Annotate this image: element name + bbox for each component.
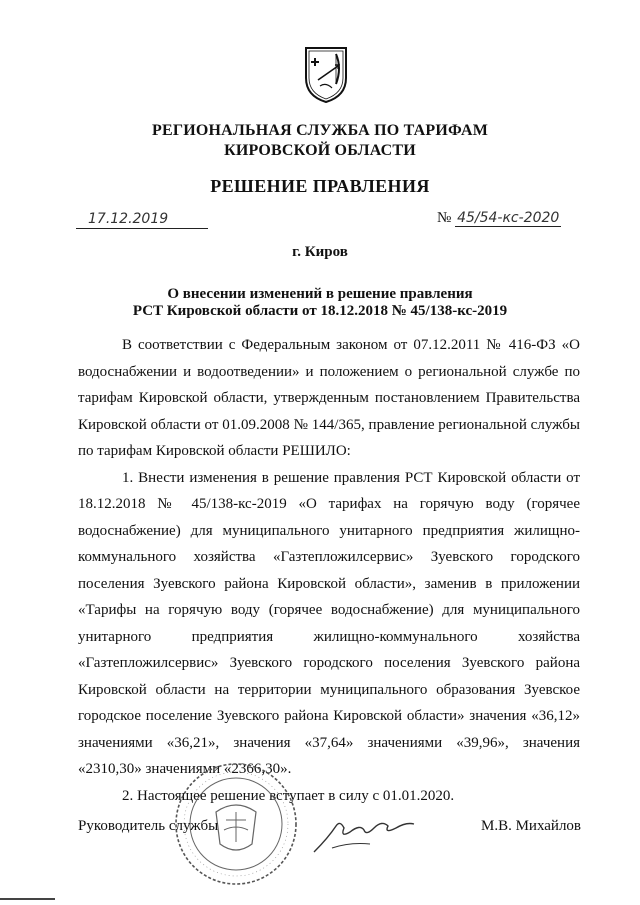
item-1-paragraph: 1. Внести изменения в решение правления РСТ Кировской области от 18.12.2018 № 45/138-кс-2019 «О тарифах на горячую воду (горячее водоснабжение) для муниципального унитарного предприятия жилищно-коммунального хозяйства «Газтепложилсервис» Зуевского городского поселения Зуевского района Кировской области», заменив в приложении «Тарифы на горячую воду (горячее водоснабжение) для муниципального унитарного предприятия жилищно-коммунального хозяйства «Газтепложилсервис» Зуевского городского поселения Зуевского района Кировской области на территории муниципального образования Зуевское городское поселение Зуевского района Кировской области» значения «36,12» значениями «36,21», значения «37,64» значениями «39,96», значения «2310,30» значениями «2366,30». — [78, 469, 580, 777]
document-number: 45/54-кс-2020 — [457, 210, 560, 226]
document-title: РЕШЕНИЕ ПРАВЛЕНИЯ — [210, 176, 430, 196]
coat-of-arms-emblem — [302, 44, 350, 104]
document-number-block — [437, 210, 561, 227]
subject-line1: О внесении изменений в решение правления — [167, 286, 473, 302]
item-2-paragraph: 2. Настоящее решение вступает в силу с 01.01.2020. — [122, 787, 455, 804]
signatory-position: Руководитель службы — [78, 818, 219, 834]
preamble-paragraph: В соответствии с Федеральным законом от 07.12.2011 № 416-ФЗ «О водоснабжении и водоотведении» и положением о региональной службе по тарифам Кировской области, утвержденным постановлением Правительства Кировской области от 01.09.2008 № 144/365, правление региональной службы по тарифам Кировской области РЕШИЛО: — [78, 337, 580, 459]
subject-line2: РСТ Кировской области от 18.12.2018 № 45/138-кс-2019 — [132, 303, 508, 319]
signatory-name: М.В. Михайлов — [481, 818, 582, 834]
document-body — [78, 332, 580, 809]
number-sign: № — [437, 210, 452, 226]
organization-name-line1: РЕГИОНАЛЬНАЯ СЛУЖБА ПО ТАРИФАМ — [151, 122, 489, 139]
organization-name-line2: КИРОВСКОЙ ОБЛАСТИ — [224, 142, 416, 159]
handwritten-signature — [310, 808, 420, 860]
city-label: г. Киров — [292, 244, 348, 260]
page-edge-mark — [0, 898, 55, 900]
document-date: 17.12.2019 — [76, 210, 208, 229]
